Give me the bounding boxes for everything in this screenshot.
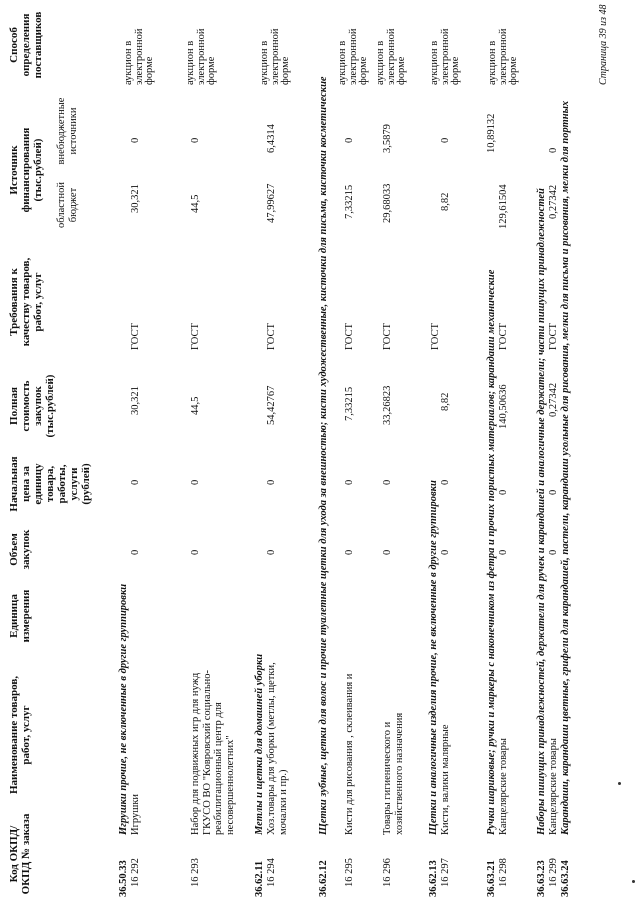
- row-volume: 0: [190, 549, 201, 555]
- section-code: 36.62.11: [254, 860, 265, 897]
- row-number: 16 293: [190, 858, 201, 887]
- header-name: Наименование товаров, работ, услуг: [8, 675, 32, 795]
- row-method: аукцион в электронной форме: [185, 28, 217, 85]
- section-code: 36.62.12: [318, 860, 329, 897]
- section-code: 36.63.23: [536, 860, 547, 897]
- row-number: 16 295: [344, 858, 355, 887]
- row-extra: 0: [548, 147, 559, 153]
- header-funding: Источник финансирования (тыс.рублей): [8, 127, 44, 213]
- row-price: 0: [344, 479, 355, 485]
- row-volume: 0: [440, 549, 451, 555]
- header-funding-extra: внебюджетные источники: [56, 97, 79, 165]
- row-price: 0: [498, 489, 509, 495]
- row-requirements: ГОСТ: [498, 323, 509, 350]
- section-code: 36.50.33: [118, 860, 129, 897]
- row-method: аукцион в электронной форме: [123, 28, 155, 85]
- row-method: аукцион в электронной форме: [487, 28, 519, 85]
- row-name: Канцелярские товары: [548, 738, 559, 835]
- row-name: Канцелярские товары: [498, 738, 509, 835]
- row-method: аукцион в электронной форме: [337, 28, 369, 85]
- row-number: 16 299: [548, 858, 559, 887]
- row-name: Кисти для рисования , склеивания и: [344, 673, 355, 835]
- row-budget: 129,61504: [498, 184, 509, 229]
- row-requirements: ГОСТ: [382, 323, 393, 350]
- row-price: 0: [548, 489, 559, 495]
- row-price: 0: [130, 479, 141, 485]
- row-total: 54,42767: [266, 385, 277, 425]
- row-budget: 29,68033: [382, 183, 393, 223]
- row-name: Товары гигиенического и хозяйственного назначения: [382, 712, 405, 835]
- row-volume: 0: [130, 549, 141, 555]
- header-funding-budget: областной бюджет: [56, 182, 79, 228]
- header-total: Полная стоимость закупок (тыс.рублей): [8, 374, 56, 438]
- row-method: аукцион в электронной форме: [259, 28, 291, 85]
- row-total: 7,33215: [344, 386, 355, 421]
- page-footer: Страница 39 из 48: [598, 4, 609, 85]
- row-number: 16 298: [498, 858, 509, 887]
- row-requirements: ГОСТ: [266, 323, 277, 350]
- header-requirements: Требования к качеству товаров, работ, услуг: [8, 257, 44, 347]
- row-total: 8,82: [440, 392, 451, 411]
- row-method: аукцион в электронной форме: [429, 28, 461, 85]
- row-volume: 0: [382, 549, 393, 555]
- section-title: Ручки шариковые; ручки и маркеры с наконечником из фетра и прочих пористых материалов; карандаши механические: [486, 269, 497, 835]
- row-price: 0: [190, 479, 201, 485]
- row-method: аукцион в электронной форме: [375, 28, 407, 85]
- row-number: 16 296: [382, 858, 393, 887]
- row-budget: 7,33215: [344, 184, 355, 219]
- row-total: 44,5: [190, 396, 201, 415]
- row-budget: 47,99627: [266, 183, 277, 223]
- header-method: Способ определения поставщиков: [8, 11, 44, 79]
- row-extra: 10,89132: [486, 113, 497, 153]
- section-title: Метлы и щетки для домашней уборки: [254, 653, 265, 835]
- row-budget: 8,82: [440, 192, 451, 211]
- header-price: Начальная цена за единицу товара, работы, услуги (рублей): [8, 456, 92, 512]
- section-title: Щетки и аналогичные изделия прочие, не включенные в другие группировки: [428, 480, 439, 835]
- row-total: 0,27342: [548, 382, 559, 417]
- scan-mark: [632, 880, 635, 883]
- row-requirements: ГОСТ: [130, 323, 141, 350]
- row-price: 0: [382, 479, 393, 485]
- row-number: 16 292: [130, 858, 141, 887]
- row-price: 0: [440, 479, 451, 485]
- row-total: 140,50636: [498, 384, 509, 429]
- row-number: 16 297: [440, 858, 451, 887]
- row-price: 0: [266, 479, 277, 485]
- row-requirements: ГОСТ: [430, 323, 441, 350]
- section-title: Игрушки прочие, не включенные в другие группировки: [118, 583, 129, 835]
- row-requirements: ГОСТ: [190, 323, 201, 350]
- row-volume: 0: [548, 549, 559, 555]
- header-volume: Объем закупок: [8, 529, 32, 570]
- row-budget: 0,27342: [548, 184, 559, 219]
- section-code: 36.63.24: [560, 860, 571, 897]
- row-total: 33,26823: [382, 385, 393, 425]
- row-extra: 0: [440, 137, 451, 143]
- section-title: Карандаши, карандаши цветные, грифели для карандашей, пастели, карандаши угольные для рисования, мелки для письма и рисования, мелки для портных: [560, 100, 571, 835]
- row-extra: 6,4314: [266, 124, 277, 153]
- row-extra: 3,5879: [382, 124, 393, 153]
- row-volume: 0: [266, 549, 277, 555]
- scan-mark: [618, 782, 621, 785]
- row-extra: 0: [130, 137, 141, 143]
- row-volume: 0: [344, 549, 355, 555]
- row-name: Кисти, валики малярные: [440, 724, 451, 835]
- row-budget: 44,5: [190, 194, 201, 213]
- header-code: Код ОКПД/ ОКПД № заказа: [8, 813, 32, 895]
- row-requirements: ГОСТ: [344, 323, 355, 350]
- section-code: 36.63.21: [486, 860, 497, 897]
- row-budget: 30,321: [130, 184, 141, 213]
- row-name: Хоз.товары для уборки (метлы, щетки, мочалки и пр.): [266, 662, 289, 835]
- section-title: Наборы пишущих принадлежностей, держатели для ручек и карандашей и аналогичные держатели; части пишущих принадлежностей: [536, 188, 547, 835]
- row-name: Игрушки: [130, 793, 141, 835]
- row-volume: 0: [498, 549, 509, 555]
- row-extra: 0: [190, 137, 201, 143]
- row-requirements: ГОСТ: [548, 323, 559, 350]
- row-extra: 0: [344, 137, 355, 143]
- section-title: Щетки зубные, щетки для волос и прочие туалетные щетки для ухода за внешностью; кисти художественные, кисточки для письма, кисточки косметические: [318, 76, 329, 835]
- section-code: 36.62.13: [428, 860, 439, 897]
- row-total: 30,321: [130, 386, 141, 415]
- row-name: Набор для подвижных игр для нужд ГКУСО ВО "Ковровский социально-реабилитационный центр для несовершеннолетних": [190, 669, 236, 835]
- row-number: 16 294: [266, 858, 277, 887]
- header-unit: Единица измерения: [8, 589, 32, 643]
